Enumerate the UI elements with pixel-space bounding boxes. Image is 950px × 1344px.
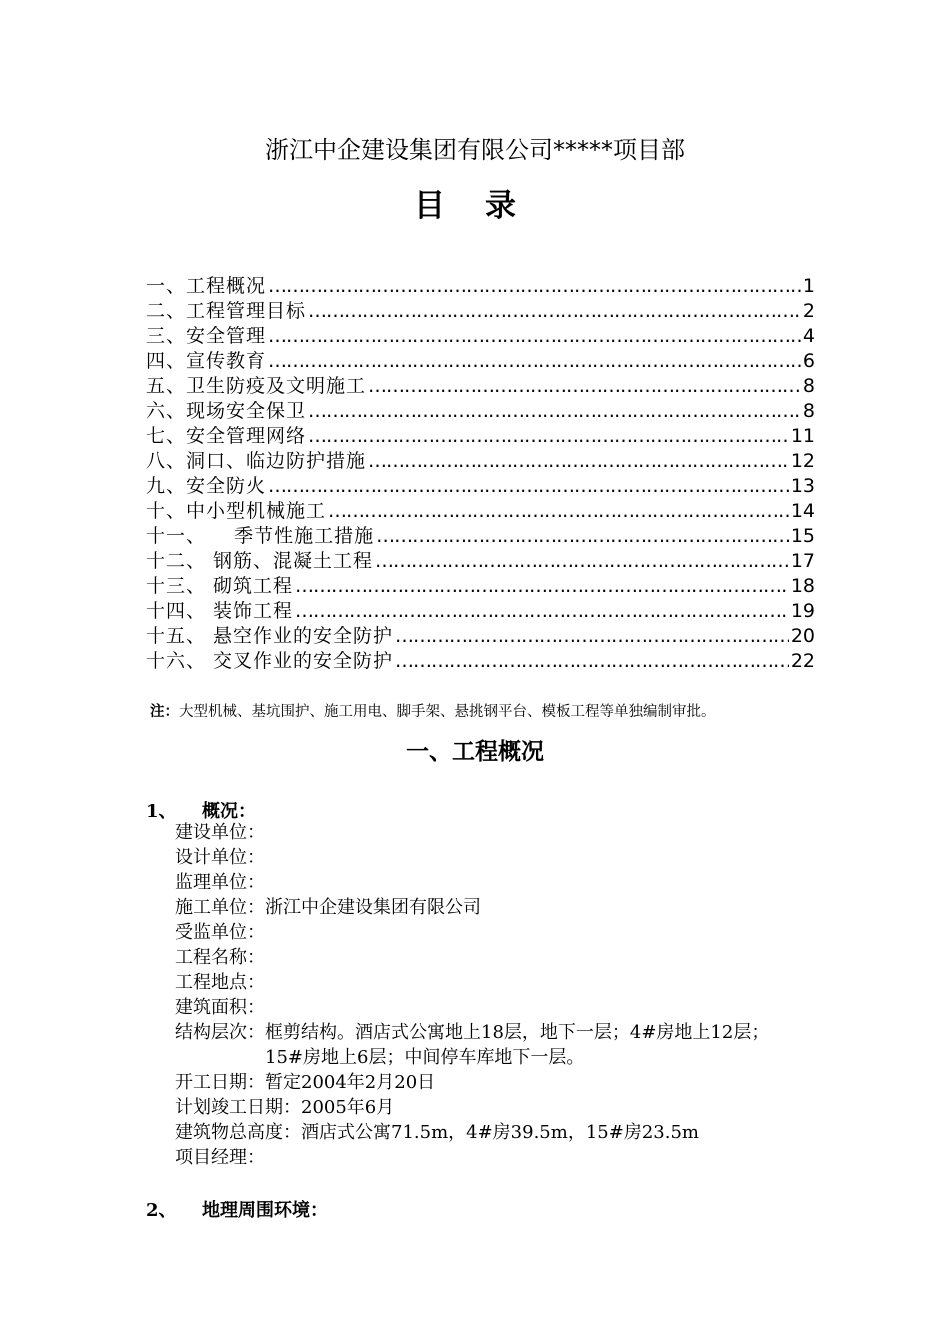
toc-leader-dots	[395, 624, 789, 649]
field-label: 建设单位：	[175, 822, 265, 843]
toc-leader-dots	[328, 499, 789, 524]
table-of-contents	[146, 274, 815, 674]
info-field	[175, 820, 825, 845]
toc-entry-page: 17	[790, 550, 815, 572]
field-label: 工程名称：	[175, 947, 265, 968]
toc-entry-page: 22	[790, 650, 815, 672]
company-header: 浙江中企建设集团有限公司*****项目部	[265, 136, 685, 164]
toc-entry-page: 15	[790, 525, 815, 547]
toc-title: 目录	[414, 188, 556, 224]
toc-entry-label: 八、洞口、临边防护措施	[146, 450, 367, 472]
toc-entry-page: 14	[790, 500, 815, 522]
toc-entry-page: 13	[790, 475, 815, 497]
info-field	[175, 1145, 825, 1170]
field-value: 酒店式公寓71.5m，4#房39.5m，15#房23.5m	[301, 1122, 699, 1143]
toc-entry-page: 1	[802, 275, 815, 297]
field-label: 受监单位：	[175, 922, 265, 943]
toc-entry[interactable]	[146, 299, 815, 324]
field-label: 计划竣工日期：	[175, 1097, 301, 1118]
toc-entry-label: 七、安全管理网络	[146, 425, 307, 447]
toc-entry-page: 8	[802, 375, 815, 397]
field-label: 结构层次：	[175, 1022, 265, 1043]
field-label: 监理单位：	[175, 872, 265, 893]
info-field	[175, 945, 825, 970]
toc-entry-page: 6	[802, 350, 815, 372]
toc-entry-page: 19	[790, 600, 815, 622]
field-value: 框剪结构。酒店式公寓地上18层，地下一层；4#房地上12层；15#房地上6层；中间停车库地下一层。	[265, 1022, 770, 1068]
info-field	[175, 845, 825, 870]
subsection-title: 概况：	[202, 801, 256, 822]
toc-entry-label: 四、宣传教育	[146, 350, 267, 372]
toc-leader-dots	[295, 599, 789, 624]
toc-entry-label: 十一、 季节性施工措施	[146, 525, 375, 547]
field-label: 建筑面积：	[175, 997, 265, 1018]
toc-entry[interactable]	[146, 549, 815, 574]
subsection-title: 地理周围环境：	[202, 1200, 328, 1221]
toc-leader-dots	[268, 274, 801, 299]
subsection-number: 1、	[146, 801, 177, 822]
toc-entry[interactable]	[146, 424, 815, 449]
toc-leader-dots	[368, 449, 789, 474]
toc-leader-dots	[395, 649, 789, 674]
toc-leader-dots	[376, 524, 789, 549]
field-label: 施工单位：	[175, 897, 265, 918]
toc-entry-page: 2	[802, 300, 815, 322]
toc-entry-page: 8	[802, 400, 815, 422]
toc-leader-dots	[268, 474, 789, 499]
info-field	[175, 870, 825, 895]
field-label: 建筑物总高度：	[175, 1122, 301, 1143]
info-field	[175, 1120, 825, 1145]
toc-entry-page: 11	[790, 425, 815, 447]
toc-leader-dots	[268, 349, 801, 374]
toc-entry-label: 九、安全防火	[146, 475, 267, 497]
toc-entry[interactable]	[146, 374, 815, 399]
toc-entry[interactable]	[146, 524, 815, 549]
toc-entry-label: 十四、 装饰工程	[146, 600, 294, 622]
toc-entry[interactable]	[146, 399, 815, 424]
toc-leader-dots	[295, 574, 789, 599]
info-field	[175, 1020, 825, 1070]
section-title: 一、工程概况	[406, 739, 544, 765]
toc-entry-label: 十二、 钢筋、混凝土工程	[146, 550, 374, 572]
toc-entry-page: 12	[790, 450, 815, 472]
info-field	[175, 1095, 825, 1120]
field-value: 浙江中企建设集团有限公司	[265, 897, 481, 918]
toc-entry-label: 二、工程管理目标	[146, 300, 307, 322]
toc-leader-dots	[308, 424, 789, 449]
toc-entry-label: 六、现场安全保卫	[146, 400, 307, 422]
toc-entry[interactable]	[146, 599, 815, 624]
toc-leader-dots	[268, 324, 801, 349]
note-text: 大型机械、基坑围护、施工用电、脚手架、悬挑钢平台、模板工程等单独编制审批。	[179, 704, 716, 720]
toc-entry[interactable]	[146, 324, 815, 349]
toc-leader-dots	[308, 399, 801, 424]
toc-leader-dots	[308, 299, 801, 324]
toc-entry-label: 十五、 悬空作业的安全防护	[146, 625, 394, 647]
note	[150, 700, 716, 721]
toc-entry[interactable]	[146, 574, 815, 599]
info-field	[175, 970, 825, 995]
toc-entry-label: 一、工程概况	[146, 275, 267, 297]
toc-entry-page: 4	[802, 325, 815, 347]
field-label: 开工日期：	[175, 1072, 265, 1093]
toc-entry[interactable]	[146, 349, 815, 374]
field-value: 2005年6月	[301, 1097, 395, 1118]
field-label: 项目经理：	[175, 1147, 265, 1168]
info-field	[175, 920, 825, 945]
toc-entry-label: 十、中小型机械施工	[146, 500, 327, 522]
field-label: 设计单位：	[175, 847, 265, 868]
toc-entry[interactable]	[146, 449, 815, 474]
info-field	[175, 895, 825, 920]
toc-entry-label: 五、卫生防疫及文明施工	[146, 375, 367, 397]
toc-entry[interactable]	[146, 499, 815, 524]
subsection-number: 2、	[146, 1200, 177, 1221]
toc-entry-label: 三、安全管理	[146, 325, 267, 347]
project-info-list	[175, 820, 825, 1170]
subsection-heading	[146, 1196, 328, 1222]
note-label: 注：	[150, 703, 179, 720]
toc-leader-dots	[375, 549, 789, 574]
toc-entry-page: 20	[790, 625, 815, 647]
toc-entry[interactable]	[146, 474, 815, 499]
toc-entry-label: 十三、 砌筑工程	[146, 575, 294, 597]
toc-entry[interactable]	[146, 649, 815, 674]
toc-entry-page: 18	[790, 575, 815, 597]
field-value: 暂定2004年2月20日	[265, 1072, 436, 1093]
toc-leader-dots	[368, 374, 801, 399]
field-label: 工程地点：	[175, 972, 265, 993]
info-field	[175, 1070, 825, 1095]
toc-entry[interactable]	[146, 274, 815, 299]
toc-entry-label: 十六、 交叉作业的安全防护	[146, 650, 394, 672]
info-field	[175, 995, 825, 1020]
toc-entry[interactable]	[146, 624, 815, 649]
